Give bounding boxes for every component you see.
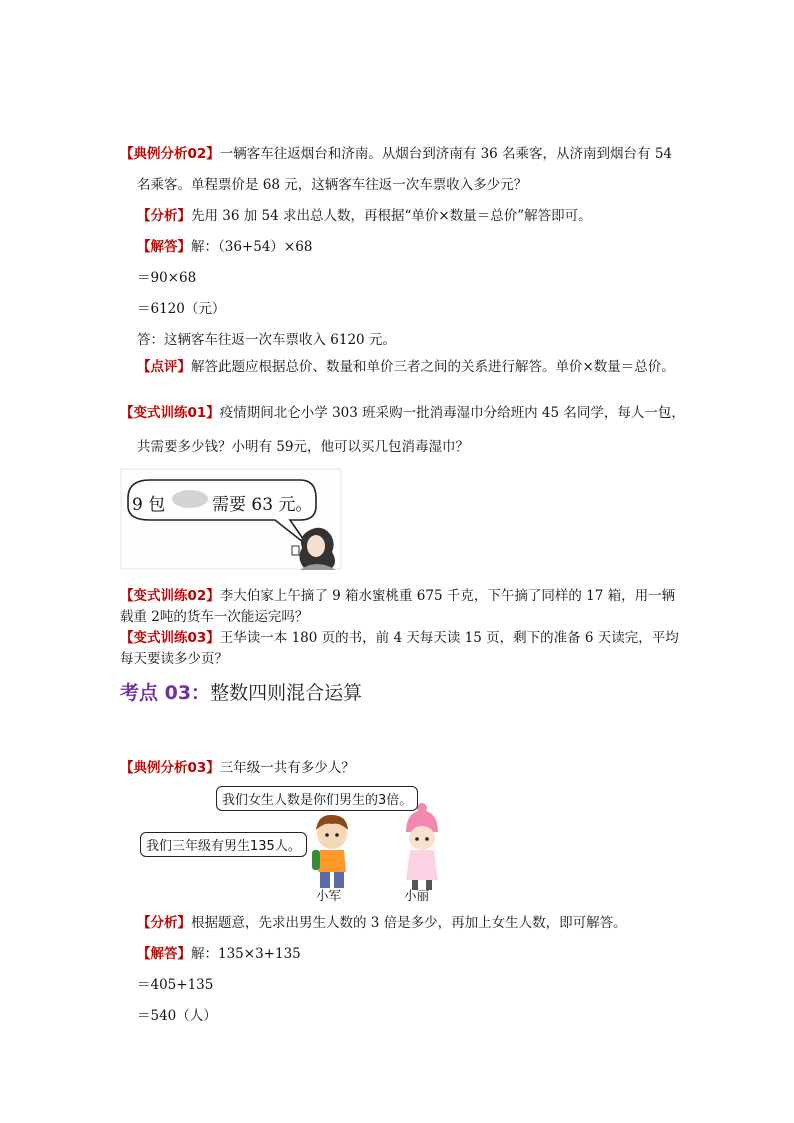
var02-line1	[120, 586, 675, 606]
var01-line1	[120, 403, 685, 423]
ex03-solution-line3: ＝540（人）	[137, 1008, 217, 1024]
bubble-girl: 我们女生人数是你们男生的3倍。	[216, 786, 418, 811]
ex02-comment-tag: 【点评】	[137, 359, 191, 375]
ex03-question	[120, 758, 355, 778]
speech-bubble-girl-image	[120, 468, 342, 570]
var02-line2: 载重 2吨的货车一次能运完吗？	[120, 609, 309, 625]
ex03-solution-line2: ＝405+135	[137, 977, 214, 993]
kp03-number: 考点 03：	[120, 682, 211, 704]
ex02-comment	[137, 357, 675, 377]
boy-figure	[312, 815, 348, 888]
ex02-analysis	[137, 206, 592, 226]
ex03-solution1: 解：135×3+135	[191, 946, 301, 962]
section-heading-kp03	[120, 678, 362, 705]
name-boy: 小军	[316, 888, 342, 903]
ex02-text1: 一辆客车往返烟台和济南。从烟台到济南有 36 名乘客，从济南到烟台有 54	[219, 146, 673, 162]
var03-line1	[120, 628, 679, 648]
students-illustration	[140, 784, 440, 904]
var02-tag: 【变式训练02】	[120, 588, 220, 604]
ex02-tag: 【典例分析02】	[120, 146, 220, 162]
ex03-analysis	[137, 913, 627, 933]
ex02-comment-text: 解答此题应根据总价、数量和单价三者之间的关系进行解答。单价×数量＝总价。	[191, 359, 675, 375]
girl-figure-2	[406, 803, 438, 890]
ex02-solution-tag: 【解答】	[137, 239, 191, 255]
bubble-text-9bags: 9 包	[132, 495, 166, 515]
ex02-question-line1	[120, 144, 672, 164]
var01-text1: 疫情期间北仑小学 303 班采购一批消毒湿巾分给班内 45 名同学，每人一包，	[219, 405, 685, 421]
ex02-solution-line3: ＝6120（元）	[137, 301, 226, 317]
var01-line2: 共需要多少钱？小明有 59元，他可以买几包消毒湿巾？	[137, 439, 469, 455]
ex03-solution-line1	[137, 944, 301, 964]
ex02-solution1: 解：（36+54）×68	[191, 239, 313, 255]
var02-text1: 李大伯家上午摘了 9 箱水蜜桃重 675 千克，下午摘了同样的 17 箱，用一辆	[219, 588, 676, 604]
ex02-solution-line1	[137, 237, 312, 257]
bubble-text-price: 需要 63 元。	[212, 495, 313, 515]
var01-tag: 【变式训练01】	[120, 405, 220, 421]
kp03-title: 整数四则混合运算	[210, 682, 363, 704]
ex03-analysis-tag: 【分析】	[137, 915, 191, 931]
ex03-tag: 【典例分析03】	[120, 760, 220, 776]
ex03-analysis-text: 根据题意，先求出男生人数的 3 倍是多少，再加上女生人数，即可解答。	[191, 915, 627, 931]
name-girl: 小丽	[404, 888, 430, 903]
var03-line2: 每天要读多少页？	[120, 651, 228, 667]
var03-text1: 王华读一本 180 页的书，前 4 天每天读 15 页，剩下的准备 6 天读完，平均	[219, 630, 679, 646]
ex02-analysis-tag: 【分析】	[137, 208, 191, 224]
ex03-solution-tag: 【解答】	[137, 946, 191, 962]
ex02-solution-line2: ＝90×68	[137, 270, 197, 286]
wipes-price-illustration	[120, 468, 342, 570]
bubble-boy: 我们三年级有男生135人。	[140, 832, 307, 857]
ex02-question-line2: 名乘客。单程票价是 68 元，这辆客车往返一次车票收入多少元？	[137, 177, 528, 193]
ex03-text: 三年级一共有多少人？	[219, 760, 355, 776]
ex02-answer: 答：这辆客车往返一次车票收入 6120 元。	[137, 332, 396, 348]
var03-tag: 【变式训练03】	[120, 630, 220, 646]
ex02-analysis-text: 先用 36 加 54 求出总人数，再根据“单价×数量＝总价”解答即可。	[191, 208, 592, 224]
